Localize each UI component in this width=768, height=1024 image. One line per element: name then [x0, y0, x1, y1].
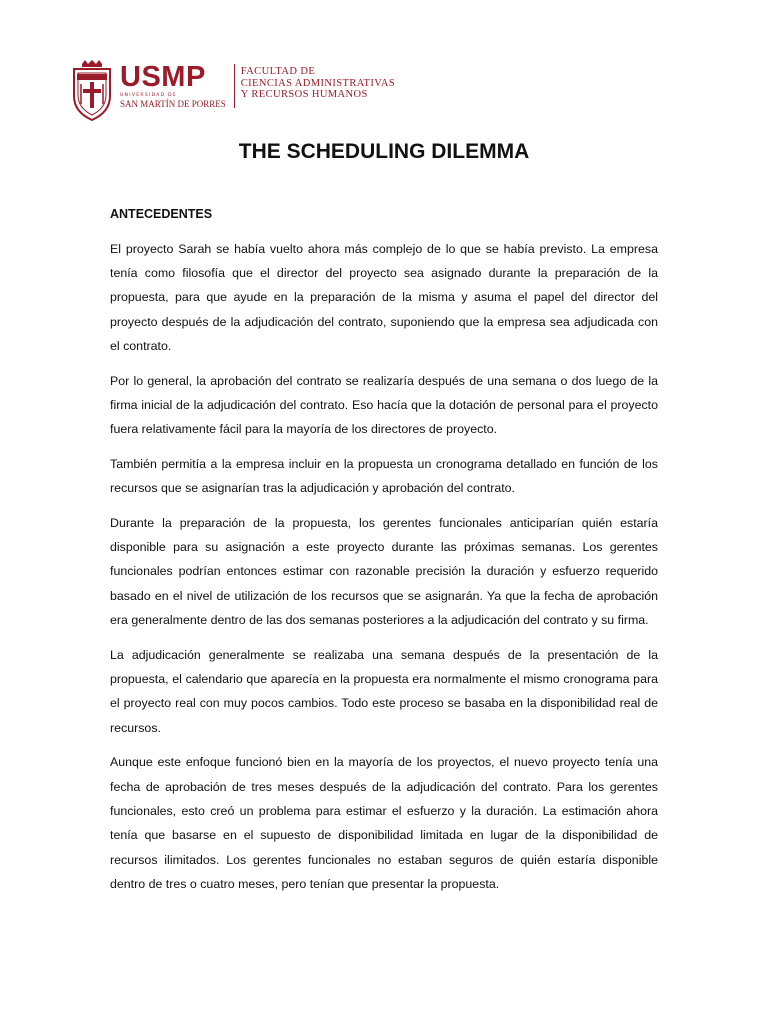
document-title: THE SCHEDULING DILEMMA: [238, 140, 530, 163]
university-header: [70, 60, 395, 130]
body-paragraph: Aunque este enfoque funcionó bien en la mayoría de los proyectos, el nuevo proyecto tenía una fecha de aprobación de tres meses después de la adjudicación del contrato. Para los gerentes funcionales, esto creó un problema para estimar el esfuerzo y la duración. La estimación ahora tenía que basarse en el supuesto de disponibilidad limitada en lugar de la disponibilidad de recursos ilimitados. Los gerentes funcionales no estaban seguros de quién estaría disponible dentro de tres o cuatro meses, pero tenían que presentar la propuesta.: [110, 755, 658, 892]
university-brand: [120, 60, 226, 109]
brand-logo-text: USMP: [120, 61, 206, 93]
faculty-line-2: CIENCIAS ADMINISTRATIVAS: [240, 77, 396, 89]
section-heading: ANTECEDENTES: [110, 207, 213, 221]
body-paragraph: El proyecto Sarah se había vuelto ahora más complejo de lo que se había previsto. La empresa tenía como filosofía que el director del proyecto sea asignado durante la preparación de la propuesta, para que ayude en la preparación de la misma y asuma el papel del director del proyecto después de la adjudicación del contrato, suponiendo que la empresa sea adjudicada con el contrato.: [110, 241, 658, 354]
body-paragraph: Por lo general, la aprobación del contrato se realizaría después de una semana o dos luego de la firma inicial de la adjudicación del contrato. Eso hacía que la dotación de personal para el proyecto fuera relativamente fácil para la mayoría de los directores de proyecto.: [110, 373, 658, 437]
faculty-line-1: FACULTAD DE: [240, 66, 316, 77]
body-paragraph: La adjudicación generalmente se realizaba una semana después de la presentación de la propuesta, el calendario que aparecía en la propuesta era normalmente el mismo cronograma para el proyecto real con muy pocos cambios. Todo este proceso se basaba en la disponibilidad real de recursos.: [110, 647, 658, 735]
faculty-name: [241, 66, 395, 101]
body-paragraph: También permitía a la empresa incluir en la propuesta un cronograma detallado en función de los recursos que se asignarían tras la adjudicación y aprobación del contrato.: [110, 456, 658, 496]
document-body: [110, 202, 658, 907]
university-name-line2: SAN MARTÍN DE PORRES: [120, 99, 226, 109]
university-name-line1: UNIVERSIDAD DE: [120, 93, 178, 98]
university-seal-icon: [70, 60, 114, 122]
faculty-line-3: Y RECURSOS HUMANOS: [240, 89, 368, 100]
body-paragraph: Durante la preparación de la propuesta, los gerentes funcionales anticiparían quién estaría disponible para su asignación a este proyecto durante las próximas semanas. Los gerentes funcionales podrían entonces estimar con razonable precisión la duración y esfuerzo requerido basado en el nivel de utilización de los recursos que se asignarán. Ya que la fecha de aprobación era generalmente dentro de las dos semanas posteriores a la adjudicación del contrato y su firma.: [110, 515, 658, 628]
header-divider: [234, 64, 235, 108]
